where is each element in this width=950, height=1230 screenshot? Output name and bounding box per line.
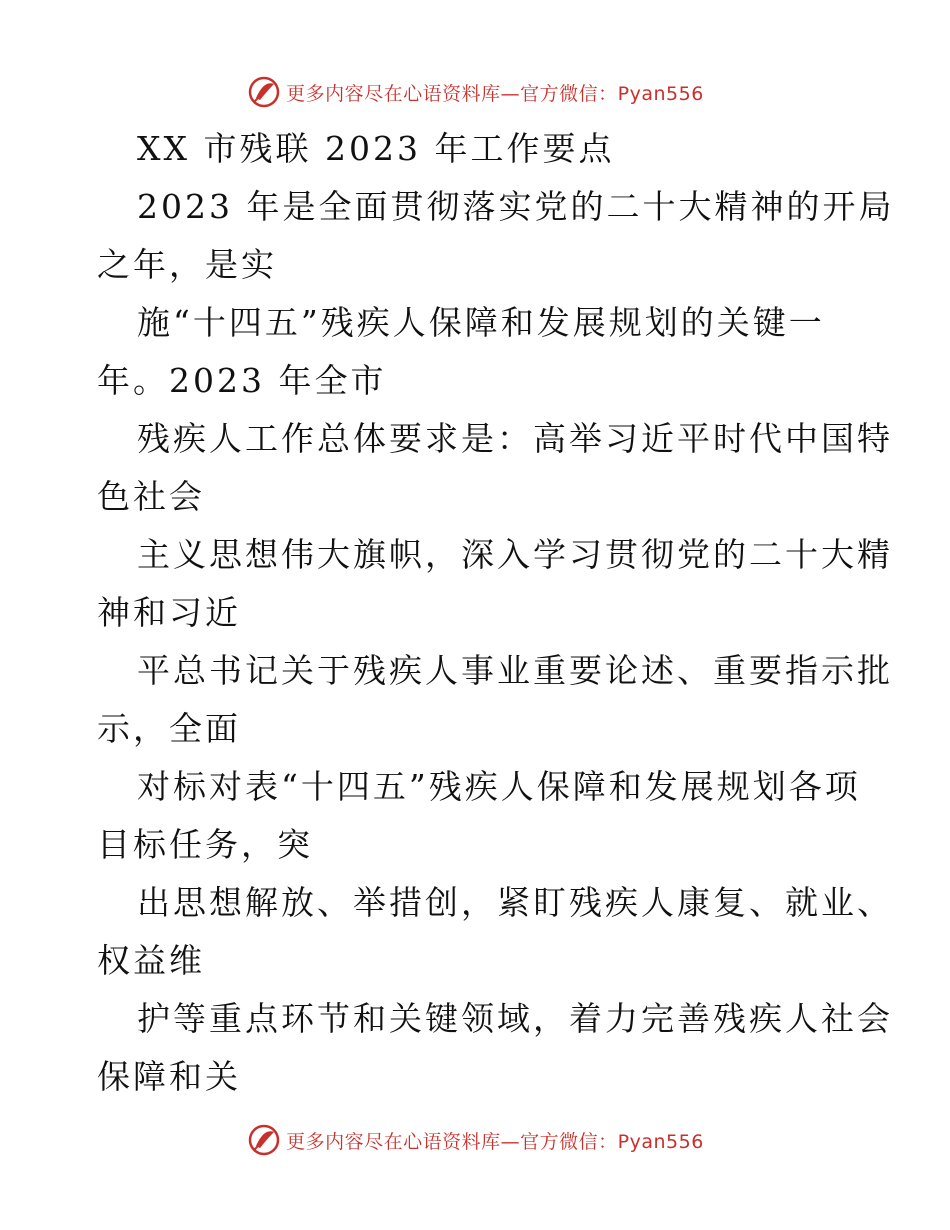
- watermark-logo-icon: [246, 74, 282, 110]
- watermark-text: 更多内容尽在心语资料库—官方微信：Pyan556: [286, 1130, 704, 1153]
- paragraph-line: 之年，是实: [97, 245, 277, 284]
- document-title: XX 市残联 2023 年工作要点: [137, 129, 615, 168]
- paragraph-line: 年。2023 年全市: [97, 361, 387, 400]
- paragraph-line: 示，全面: [97, 709, 241, 748]
- paragraph-line: 平总书记关于残疾人事业重要论述、重要指示批: [137, 651, 893, 690]
- paragraph-line: 神和习近: [97, 593, 241, 632]
- paragraph-line: 保障和关: [97, 1057, 241, 1096]
- watermark-logo-icon: [246, 1122, 282, 1158]
- paragraph-line: 权益维: [97, 941, 205, 980]
- paragraph-line: 主义思想伟大旗帜，深入学习贯彻党的二十大精: [137, 535, 893, 574]
- paragraph-line: 施“十四五”残疾人保障和发展规划的关键一: [137, 303, 825, 342]
- watermark-banner-top: [0, 72, 950, 112]
- paragraph-line: 对标对表“十四五”残疾人保障和发展规划各项: [137, 767, 861, 806]
- paragraph-line: 护等重点环节和关键领域，着力完善残疾人社会: [137, 999, 893, 1038]
- paragraph-line: 2023 年是全面贯彻落实党的二十大精神的开局: [137, 187, 895, 226]
- watermark-text: 更多内容尽在心语资料库—官方微信：Pyan556: [286, 82, 704, 105]
- paragraph-line: 目标任务，突: [97, 825, 313, 864]
- document-body: [97, 120, 895, 1106]
- paragraph-line: 出思想解放、举措创，紧盯残疾人康复、就业、: [137, 883, 893, 922]
- paragraph-line: 残疾人工作总体要求是：高举习近平时代中国特: [137, 419, 893, 458]
- paragraph-line: 色社会: [97, 477, 205, 516]
- watermark-banner-bottom: [0, 1120, 950, 1160]
